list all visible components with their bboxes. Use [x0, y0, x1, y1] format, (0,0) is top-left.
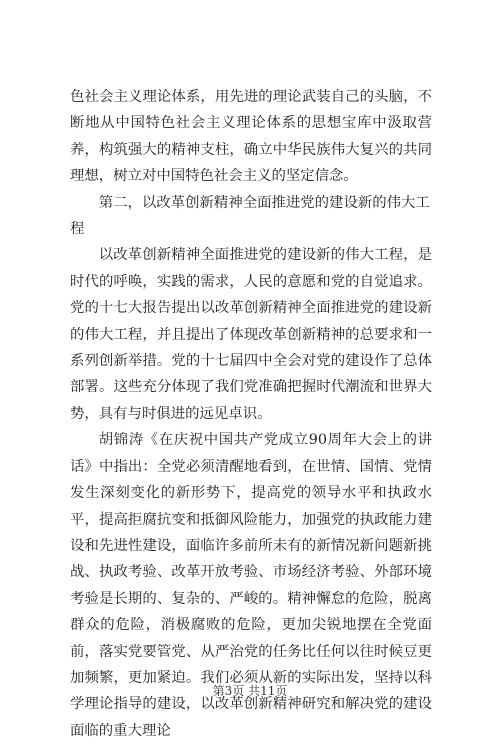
paragraph-2: 以改革创新精神全面推进党的建设新的伟大工程，是时代的呼唤，实践的需求，人民的意愿和党的自觉追求。党的十七大报告提出以改革创新精神全面推进党的建设新的伟大工程，并且提出了体现改革创新精神的总要求和一系列创新举措。党的十七届四中全会对党的建设作了总体部署。这些充分体现了我们党准确把握时代潮流和世界大势，具有与时俱进的远见卓识。: [70, 247, 432, 422]
paragraph-3: 胡锦涛《在庆祝中国共产党成立90周年大会上的讲话》中指出：全党必须清醒地看到，在世情、国情、党情发生深刻变化的新形势下，提高党的领导水平和执政水平，提高拒腐抗变和抵御风险能力，加强党的执政能力建设和先进性建设，面临许多前所未有的新情况新问题新挑战、执政考验、改革开放考验、市场经济考验、外部环境考验是长期的、复杂的、严峻的。精神懈怠的危险，脱离群众的危险，消极腐败的危险，更加尖锐地摆在全党面前，落实党要管党、从严治党的任务比任何以往时候豆更加频繁，更加紧迫。我们必须从新的实际出发，坚持以科学理论指导的建设，以改革创新精神研究和解决党的建设面临的重大理论: [70, 432, 432, 739]
section-heading: 第二，以改革创新精神全面推进党的建设新的伟大工程: [70, 194, 430, 238]
page-number-footer: 第3页 共11页: [212, 684, 288, 698]
paragraph-1: 色社会主义理论体系，用先进的理论武装自己的头脑，不断地从中国特色社会主义理论体系的思想宝库中汲取营养，构筑强大的精神支柱，确立中华民族伟大复兴的共同理想，树立对中国特色社会主义的坚定信念。: [70, 89, 432, 185]
document-body: [70, 84, 432, 744]
